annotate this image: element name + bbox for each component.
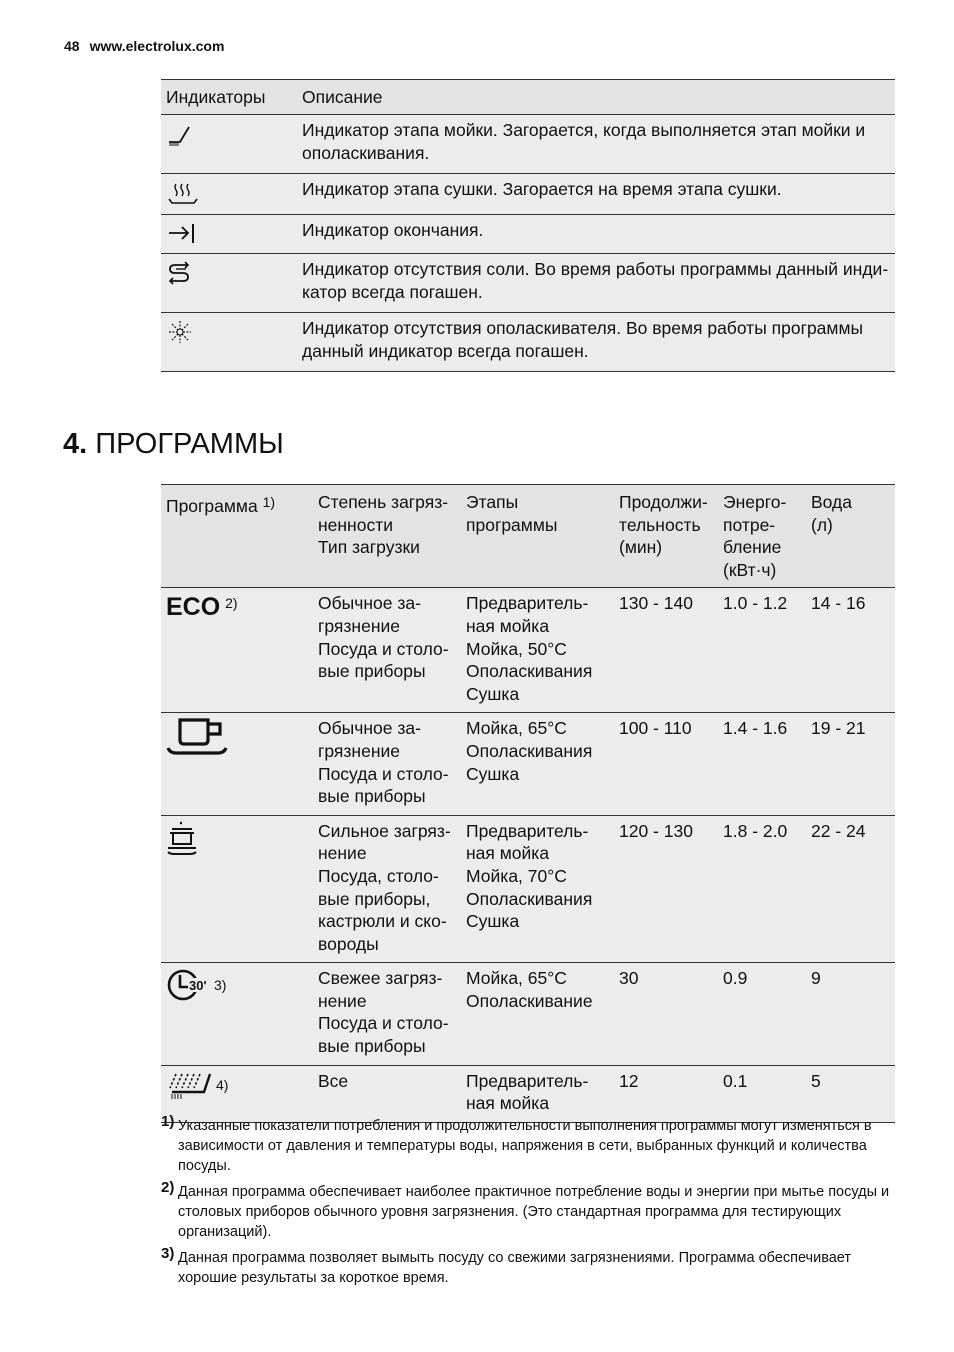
description-cell: Индикатор окончания.: [297, 215, 895, 254]
water-cell: 9: [806, 963, 895, 1065]
phases-cell: Предваритель- ная мойка: [461, 1065, 614, 1122]
eco-label: ECO: [166, 593, 221, 622]
icon-cell: [161, 174, 297, 215]
footnote-number: 2): [161, 1179, 175, 1196]
footnote: [161, 1179, 901, 1242]
description-cell: Индикатор отсутствия соли. Во время работы программы данный индикатор всегда погашен.: [297, 254, 895, 313]
duration-cell: 100 - 110: [614, 713, 718, 815]
svg-text:30': 30': [189, 978, 207, 994]
description-cell: Индикатор этапа мойки. Загорается, когда выполняется этап мойки и ополаскивания.: [297, 115, 895, 174]
phases-header: Этапы программы: [461, 485, 614, 588]
water-header: Вода (л): [806, 485, 895, 588]
energy-cell: 0.9: [718, 963, 806, 1065]
end-icon: [166, 221, 200, 245]
salt-icon: [166, 260, 194, 286]
water-cell: 22 - 24: [806, 815, 895, 963]
site-url: www.electrolux.com: [89, 38, 225, 54]
footnote-ref: 2): [225, 595, 238, 612]
indicators-header-row: [161, 80, 895, 115]
soil-cell: Обычное за- грязнение Посуда и столо- вые приборы: [313, 713, 461, 815]
soil-header: Степень загряз- ненности Тип загрузки: [313, 485, 461, 588]
energy-cell: 1.0 - 1.2: [718, 588, 806, 713]
energy-header: Энерго- потре- бление (кВт·ч): [718, 485, 806, 588]
program-icon-wrap: [166, 1070, 309, 1102]
soil-cell: Обычное за- грязнение Посуда и столо- вые приборы: [313, 588, 461, 713]
rinse-aid-icon: [166, 319, 194, 345]
program-cell: [161, 588, 313, 713]
footnote: [161, 1245, 901, 1288]
programs-table: [161, 484, 895, 1123]
soil-cell: Сильное загряз- нение Посуда, столо- вые приборы, кастрюли и ско- вороды: [313, 815, 461, 963]
footnotes: [161, 1113, 901, 1294]
duration-cell: 30: [614, 963, 718, 1065]
phases-cell: Предваритель- ная мойка Мойка, 70°C Ополаскивания Сушка: [461, 815, 614, 963]
footnote-ref: 4): [216, 1077, 229, 1094]
cup-plate-icon: [166, 717, 230, 757]
program-icon-wrap: [166, 967, 309, 1003]
section-title: [63, 425, 284, 463]
footnote-text: Данная программа позволяет вымыть посуду со свежими загрязнениями. Программа обеспечивает хорошие результаты за короткое время.: [178, 1250, 852, 1286]
table-row: [161, 1065, 895, 1122]
programs-header-row: [161, 485, 895, 588]
program-cell: [161, 815, 313, 963]
duration-header: Продолжи- тельность (мин): [614, 485, 718, 588]
footnote: [161, 1113, 901, 1176]
table-row: [161, 815, 895, 963]
indicators-table: [161, 79, 895, 372]
icon-cell: [161, 215, 297, 254]
drying-phase-icon: [166, 180, 200, 206]
soil-cell: Все: [313, 1065, 461, 1122]
water-cell: 14 - 16: [806, 588, 895, 713]
program-header: Программа $^{1)}$: [161, 485, 313, 588]
icon-cell: [161, 313, 297, 372]
footnote-text: Указанные показатели потребления и продолжительности выполнения программы могут изменяться в зависимости от давления и температуры воды, напряжения в сети, выбранных функций и количества посуды.: [178, 1118, 872, 1174]
table-row: [161, 313, 895, 372]
table-row: [161, 215, 895, 254]
prewash-icon: [166, 1070, 212, 1102]
energy-cell: 1.8 - 2.0: [718, 815, 806, 963]
duration-cell: 130 - 140: [614, 588, 718, 713]
footnote-ref: 1): [262, 494, 276, 510]
page-header: [64, 38, 224, 54]
quick-30-icon: [166, 967, 210, 1003]
table-row: [161, 254, 895, 313]
wash-phase-icon: [166, 121, 192, 147]
phases-cell: Мойка, 65°C Ополаскивания Сушка: [461, 713, 614, 815]
duration-cell: 12: [614, 1065, 718, 1122]
water-cell: 19 - 21: [806, 713, 895, 815]
description-cell: Индикатор этапа сушки. Загорается на время этапа сушки.: [297, 174, 895, 215]
table-row: [161, 963, 895, 1065]
section-name: ПРОГРАММЫ: [95, 428, 284, 460]
table-row: [161, 174, 895, 215]
icon-cell: [161, 254, 297, 313]
footnote-number: 3): [161, 1245, 175, 1262]
description-header: Описание: [297, 80, 895, 115]
indicators-header: Индикаторы: [161, 80, 297, 115]
water-cell: 5: [806, 1065, 895, 1122]
soil-cell: Свежее загряз- нение Посуда и столо- вые приборы: [313, 963, 461, 1065]
duration-cell: 120 - 130: [614, 815, 718, 963]
phases-cell: Мойка, 65°C Ополаскивание: [461, 963, 614, 1065]
page-number: 48: [64, 38, 80, 54]
section-number: 4.: [63, 428, 88, 460]
footnote-ref: 3): [214, 976, 227, 993]
energy-cell: 0.1: [718, 1065, 806, 1122]
description-cell: Индикатор отсутствия ополаскивателя. Во время работы программы данный индикатор всегда погашен.: [297, 313, 895, 372]
table-row: [161, 115, 895, 174]
program-cell: [161, 1065, 313, 1122]
program-cell: [161, 963, 313, 1065]
table-row: [161, 588, 895, 713]
footnote-text: Данная программа обеспечивает наиболее практичное потребление воды и энергии при мытье посуды и столовых приборов обычного уровня загрязнения. (Это стандартная программа для тестирующих организаций).: [178, 1184, 890, 1240]
table-row: [161, 713, 895, 815]
footnote-number: 1): [161, 1113, 175, 1130]
program-cell: [161, 713, 313, 815]
pot-plates-icon: [166, 820, 206, 860]
energy-cell: 1.4 - 1.6: [718, 713, 806, 815]
phases-cell: Предваритель- ная мойка Мойка, 50°C Ополаскивания Сушка: [461, 588, 614, 713]
icon-cell: [161, 115, 297, 174]
